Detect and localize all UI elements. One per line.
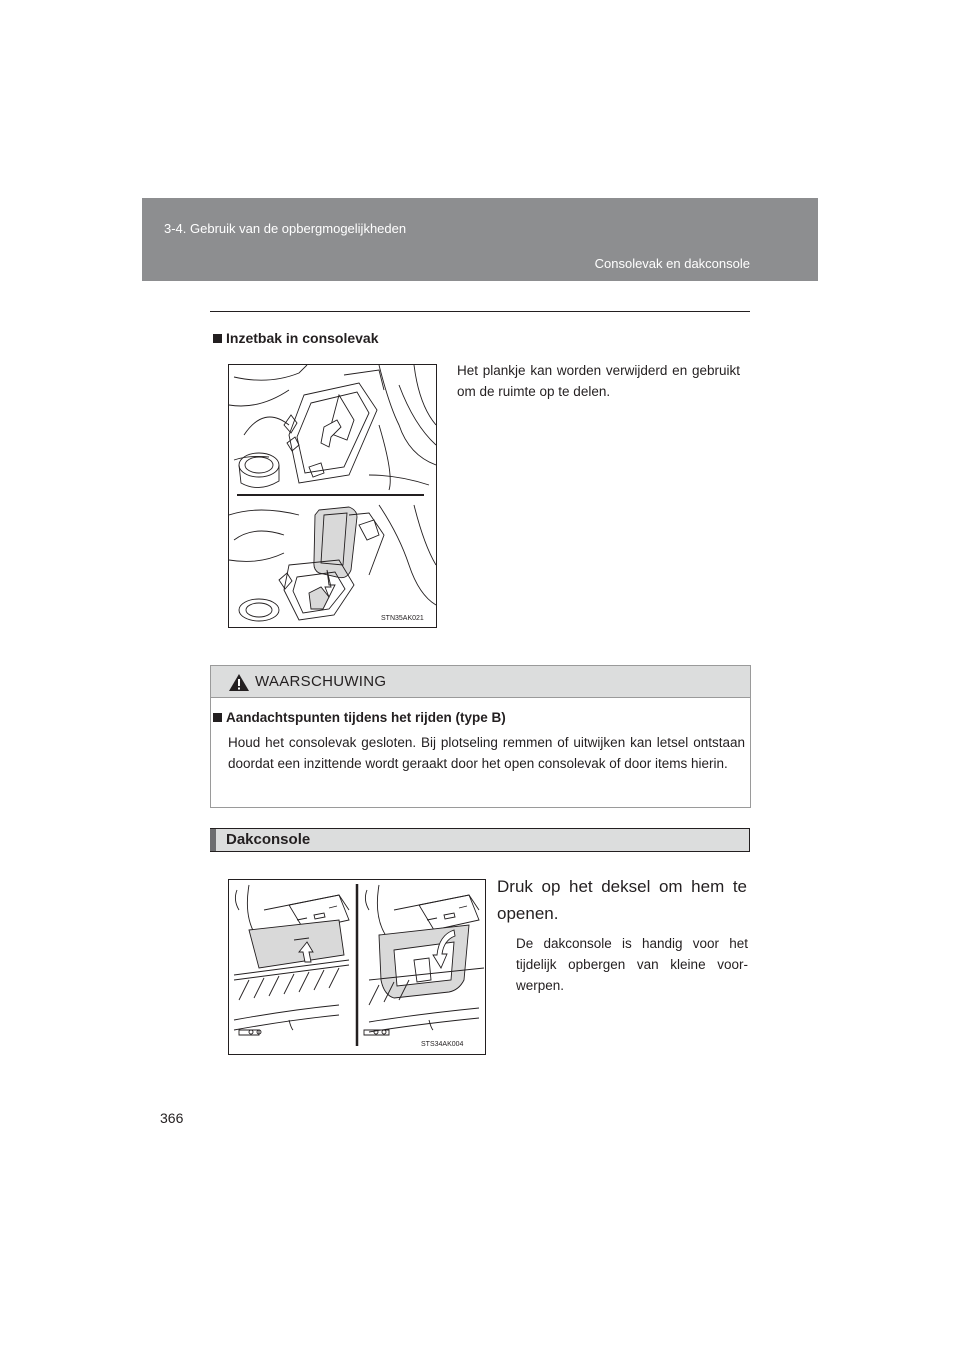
sub-heading-inzetbak	[213, 330, 379, 346]
warning-header	[211, 666, 750, 698]
section-bar-dakconsole	[210, 828, 750, 852]
warning-item-text: Aandachtspunten tijdens het rijden (type B)	[226, 710, 506, 725]
overhead-console-illustration	[228, 879, 486, 1055]
warning-box	[210, 665, 751, 808]
figure-code: STN35AK021	[381, 615, 424, 622]
warning-text: Houd het consolevak gesloten. Bij plotseling remmen of uitwijken kan letsel ontstaan doordat een inzittende wordt geraakt door het open consolevak of door items hierin.	[228, 735, 745, 771]
sub-heading-text: Inzetbak in consolevak	[226, 330, 379, 346]
overhead-console-drawing	[229, 880, 485, 1054]
section-bar-title: Dakconsole	[226, 831, 311, 848]
top-rule	[210, 311, 750, 312]
dakconsole-instruction: Druk op het deksel om hem te openen.	[497, 877, 747, 923]
page-number: 366	[160, 1110, 184, 1126]
section-title: 3-4. Gebruik van de opbergmogelijkheden	[164, 221, 407, 236]
console-tray-illustration	[228, 364, 437, 628]
warning-item-heading	[213, 710, 506, 725]
warning-title: WAARSCHUWING	[255, 673, 387, 690]
section-bar-accent	[210, 829, 216, 851]
console-tray-drawing	[229, 365, 436, 627]
square-bullet-icon	[213, 713, 222, 722]
warning-triangle-icon	[228, 673, 250, 697]
figure-code: STS34AK004	[421, 1041, 464, 1048]
inzetbak-description: Het plankje kan worden verwijderd en gebruikt om de ruimte op te delen.	[457, 363, 740, 399]
square-bullet-icon	[213, 334, 222, 343]
dakconsole-note: De dakconsole is handig voor het tijdelijk opbergen van kleine voor-werpen.	[516, 936, 748, 993]
page-subtitle: Consolevak en dakconsole	[594, 256, 750, 271]
